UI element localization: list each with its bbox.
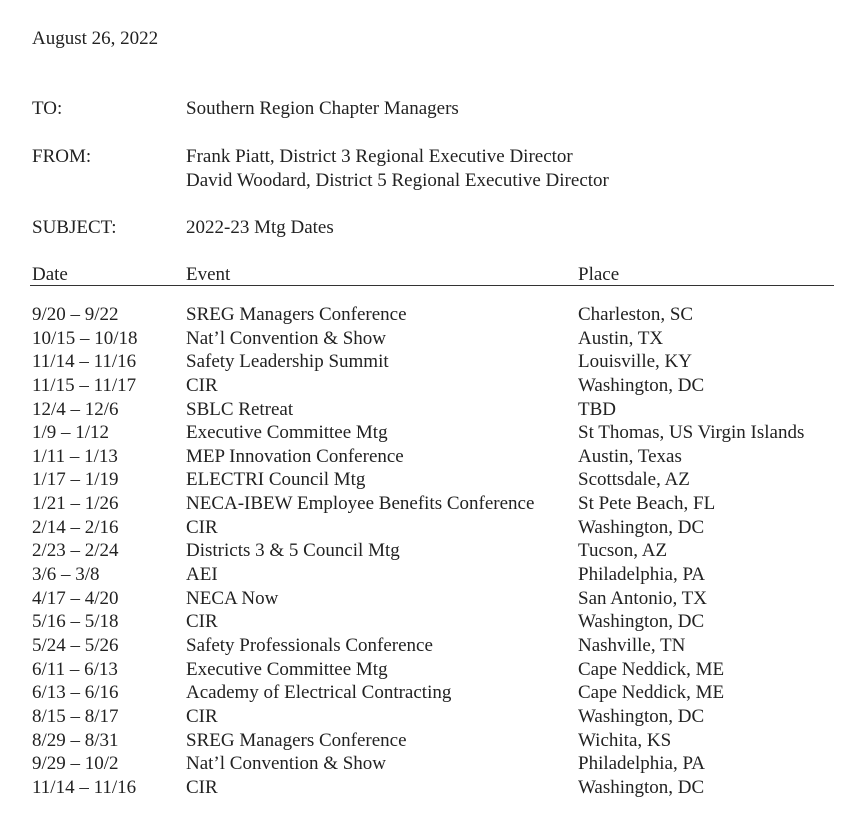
row-place: Louisville, KY	[578, 351, 692, 373]
row-date: 11/14 – 11/16	[32, 351, 137, 373]
row-event: CIR	[186, 705, 218, 727]
memo-date: August 26, 2022	[32, 28, 159, 49]
row-event: AEI	[186, 564, 218, 586]
header-rule	[30, 285, 834, 286]
row-place: Washington, DC	[578, 776, 705, 798]
row-event: NECA-IBEW Employee Benefits Conference	[186, 493, 535, 515]
table-row	[0, 468, 850, 492]
row-date: 9/20 – 9/22	[32, 304, 119, 325]
subject-value: 2022-23 Mtg Dates	[186, 217, 334, 238]
table-row	[0, 492, 850, 516]
header-date: Date	[32, 264, 68, 285]
row-date: 1/9 – 1/12	[32, 422, 110, 444]
table-row	[0, 681, 850, 705]
from-label: FROM:	[32, 146, 92, 167]
table-row	[0, 776, 850, 800]
row-date: 8/29 – 8/31	[32, 729, 119, 751]
row-date: 11/14 – 11/16	[32, 776, 137, 798]
table-row	[0, 563, 850, 587]
row-place: Washington, DC	[578, 374, 705, 396]
row-date: 11/15 – 11/17	[32, 374, 137, 396]
row-place: San Antonio, TX	[578, 587, 707, 609]
to-value: Southern Region Chapter Managers	[186, 98, 459, 119]
schedule-table	[0, 303, 850, 799]
from-value-line-1: Frank Piatt, District 3 Regional Executive Director	[186, 146, 573, 167]
row-event: Executive Committee Mtg	[186, 658, 388, 680]
header-place: Place	[578, 264, 620, 285]
row-date: 12/4 – 12/6	[32, 398, 119, 420]
table-row	[0, 516, 850, 540]
row-event: Safety Leadership Summit	[186, 351, 389, 373]
row-place: Washington, DC	[578, 705, 705, 727]
table-row	[0, 587, 850, 611]
row-event: SBLC Retreat	[186, 398, 294, 420]
row-place: Philadelphia, PA	[578, 753, 706, 775]
row-date: 5/24 – 5/26	[32, 634, 119, 656]
row-event: CIR	[186, 611, 218, 633]
row-date: 10/15 – 10/18	[32, 327, 138, 349]
to-label: TO:	[32, 98, 63, 119]
row-date: 1/11 – 1/13	[32, 445, 118, 467]
table-row	[0, 327, 850, 351]
row-date: 6/11 – 6/13	[32, 658, 118, 680]
row-place: Austin, Texas	[578, 445, 682, 467]
row-event: CIR	[186, 516, 218, 538]
row-place: Austin, TX	[578, 327, 664, 349]
table-row	[0, 729, 850, 753]
row-event: SREG Managers Conference	[186, 304, 407, 325]
row-date: 9/29 – 10/2	[32, 753, 119, 775]
row-place: St Pete Beach, FL	[578, 493, 716, 515]
table-row	[0, 398, 850, 422]
row-date: 2/14 – 2/16	[32, 516, 119, 538]
table-row	[0, 610, 850, 634]
row-event: NECA Now	[186, 587, 279, 609]
row-place: Cape Neddick, ME	[578, 682, 725, 704]
table-row	[0, 350, 850, 374]
row-date: 1/17 – 1/19	[32, 469, 119, 491]
row-date: 5/16 – 5/18	[32, 611, 119, 633]
table-row	[0, 705, 850, 729]
row-event: ELECTRI Council Mtg	[186, 469, 366, 491]
row-event: CIR	[186, 776, 218, 798]
subject-label: SUBJECT:	[32, 217, 117, 238]
row-place: Charleston, SC	[578, 304, 694, 325]
row-date: 6/13 – 6/16	[32, 682, 119, 704]
row-place: Washington, DC	[578, 516, 705, 538]
row-event: Nat’l Convention & Show	[186, 753, 387, 775]
row-place: Nashville, TN	[578, 634, 686, 656]
table-row	[0, 421, 850, 445]
row-event: SREG Managers Conference	[186, 729, 407, 751]
row-event: Executive Committee Mtg	[186, 422, 388, 444]
row-place: TBD	[578, 398, 616, 420]
table-row	[0, 658, 850, 682]
row-event: MEP Innovation Conference	[186, 445, 404, 467]
row-event: Nat’l Convention & Show	[186, 327, 387, 349]
from-value-line-2: David Woodard, District 5 Regional Executive Director	[186, 170, 609, 191]
table-row	[0, 539, 850, 563]
row-event: Safety Professionals Conference	[186, 634, 433, 656]
row-place: Scottsdale, AZ	[578, 469, 690, 491]
row-place: Wichita, KS	[578, 729, 672, 751]
row-date: 3/6 – 3/8	[32, 564, 100, 586]
row-event: Academy of Electrical Contracting	[186, 682, 452, 704]
table-row	[0, 374, 850, 398]
row-date: 2/23 – 2/24	[32, 540, 119, 562]
row-place: Cape Neddick, ME	[578, 658, 725, 680]
row-place: Tucson, AZ	[578, 540, 668, 562]
row-date: 4/17 – 4/20	[32, 587, 119, 609]
header-event: Event	[186, 264, 231, 285]
row-place: Washington, DC	[578, 611, 705, 633]
row-place: St Thomas, US Virgin Islands	[578, 422, 805, 444]
row-event: Districts 3 & 5 Council Mtg	[186, 540, 400, 562]
row-date: 1/21 – 1/26	[32, 493, 119, 515]
table-row	[0, 752, 850, 776]
row-place: Philadelphia, PA	[578, 564, 706, 586]
row-event: CIR	[186, 374, 218, 396]
table-row	[0, 634, 850, 658]
row-date: 8/15 – 8/17	[32, 705, 119, 727]
table-row	[0, 303, 850, 327]
table-row	[0, 445, 850, 469]
